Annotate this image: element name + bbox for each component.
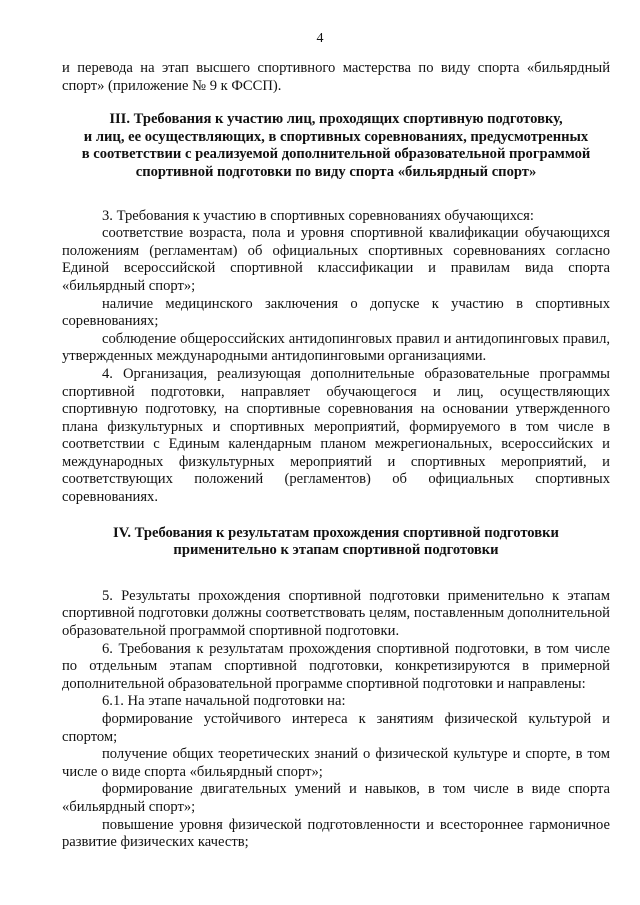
section-4-paragraph: формирование двигательных умений и навыков, в том числе в виде спорта «бильярдный спорт»;: [62, 781, 610, 815]
section-3-heading-line: III. Требования к участию лиц, проходящих спортивную подготовку,: [109, 111, 563, 128]
section-4-heading-line: IV. Требования к результатам прохождения спортивной подготовки: [113, 524, 559, 541]
section-3-heading: [62, 111, 610, 181]
section-3-paragraph: соблюдение общероссийских антидопинговых правил и антидопинговых правил, утвержденных международными антидопинговыми организациями.: [62, 330, 610, 365]
section-4-paragraph: получение общих теоретических знаний о физической культуре и спорте, в том числе о виде спорта «бильярдный спорт»;: [62, 746, 610, 780]
page-number: 4: [316, 31, 324, 46]
section-3-paragraph: 3. Требования к участию в спортивных соревнованиях обучающихся:: [102, 207, 534, 224]
section-4-paragraph: формирование устойчивого интереса к занятиям физической культурой и спортом;: [62, 711, 610, 745]
section-4-heading: [62, 525, 610, 560]
section-3-paragraph: соответствие возраста, пола и уровня спортивной квалификации обучающихся положениям (регламентам) об официальных спортивных соревнованиях согласно Единой всероссийской спортивной классификации и правилам вида спорта «бильярдный спорт»;: [62, 225, 610, 294]
section-4-paragraph: 6.1. На этапе начальной подготовки на:: [102, 693, 346, 710]
section-3-paragraph: наличие медицинского заключения о допуске к участию в спортивных соревнованиях;: [62, 295, 610, 330]
page-content: [62, 60, 610, 852]
section-3-paragraph: 4. Организация, реализующая дополнительные образовательные программы спортивной подготовки, направляет обучающегося и лиц, осуществляющих спортивную подготовку, на спортивные соревнования на основании утвержденного плана физкультурных и спортивных мероприятий, формируемого в том числе в соответствии с Единым календарным планом межрегиональных, всероссийских и международных физкультурных мероприятий и спортивных мероприятий, и соответствующих положений (регламентов) об официальных спортивных соревнованиях.: [62, 365, 610, 506]
section-3-heading-line: в соответствии с реализуемой дополнительной образовательной программой: [81, 146, 591, 163]
section-4-paragraph: повышение уровня физической подготовленности и всестороннее гармоничное развитие физических качеств;: [62, 816, 610, 851]
section-3-heading-line: и лиц, ее осуществляющих, в спортивных соревнованиях, предусмотренных: [83, 128, 589, 145]
section-4-paragraph: 5. Результаты прохождения спортивной подготовки применительно к этапам спортивной подготовки должны соответствовать целям, поставленным дополнительной образовательной программой спортивной подготовки.: [62, 587, 610, 640]
section-4-heading-line: применительно к этапам спортивной подготовки: [173, 542, 499, 559]
section-4-paragraph: 6. Требования к результатам прохождения спортивной подготовки, в том числе по отдельным этапам спортивной подготовки, конкретизируются в примерной дополнительной образовательной программе спортивной подготовки и направлены:: [62, 640, 610, 692]
section-3-heading-line: спортивной подготовки по виду спорта «бильярдный спорт»: [135, 163, 537, 180]
intro-paragraph: и перевода на этап высшего спортивного мастерства по виду спорта «бильярдный спорт» (приложение № 9 к ФССП).: [62, 60, 610, 94]
